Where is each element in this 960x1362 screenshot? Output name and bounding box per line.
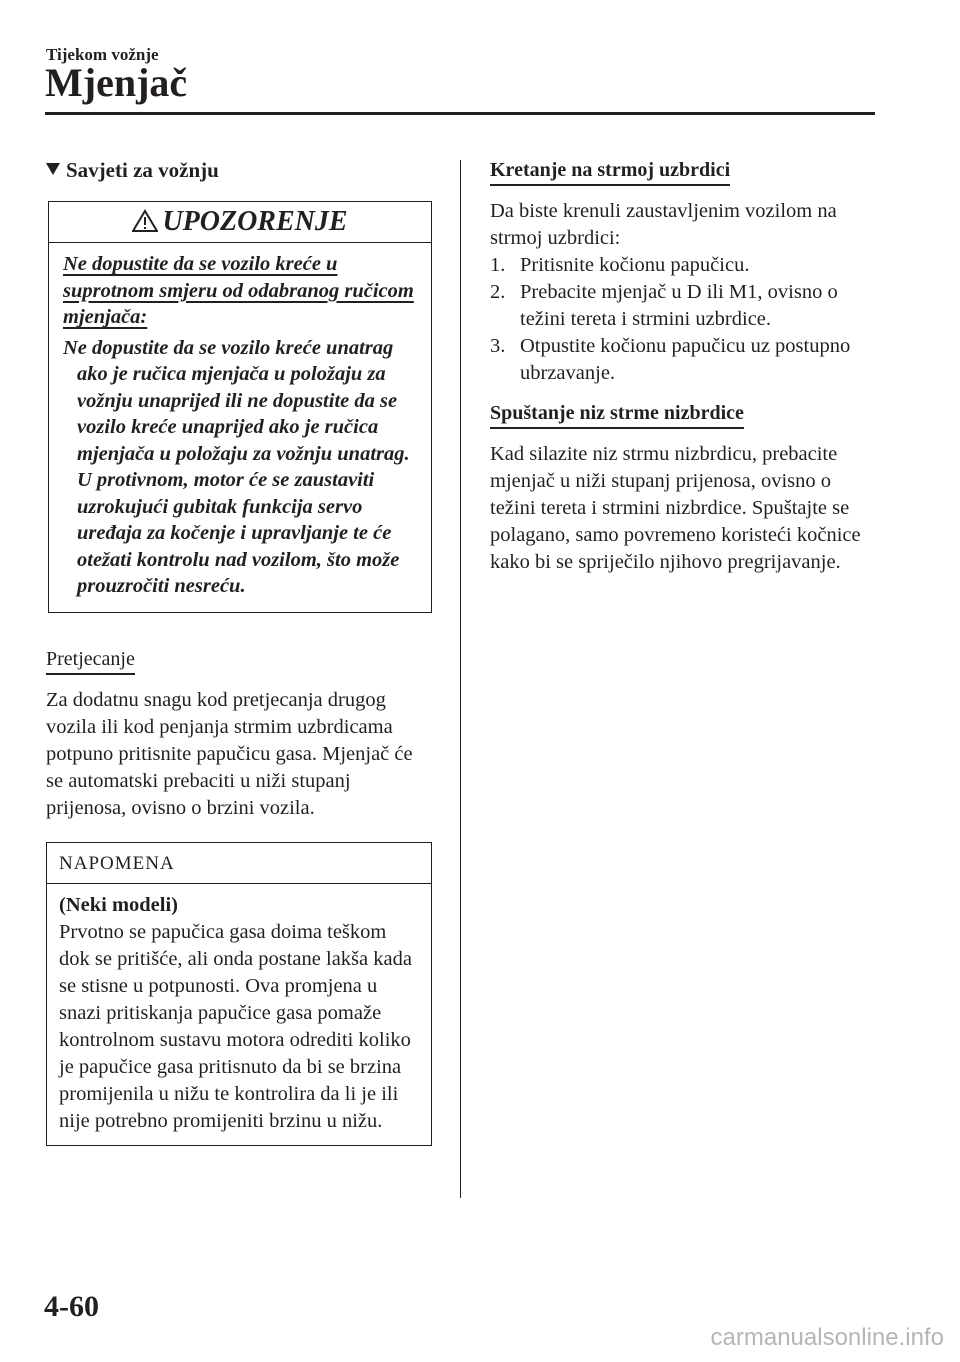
note-subheading: (Neki modeli) — [59, 893, 178, 916]
left-column — [46, 158, 432, 1146]
uphill-intro: Da biste krenuli zaustavljenim vozilom na strmoj uzbrdici: — [490, 200, 837, 249]
step-number: 2. — [490, 281, 506, 303]
warning-triangle-icon — [132, 209, 158, 233]
warning-text: Ne dopustite da se vozilo kreće unatrag ako je ručica mjenjača u položaju za vožnju unaprijed ili ne dopustite da se vozilo kreće unaprijed ako je ručica mjenjača u položaju za vožnju unatrag. U protivnom, motor će se zaustaviti uzrokujući gubitak funkcija servo uređaja za kočenje i upravljanje te će otežati kontrolu nad vozilom, što može prouzročiti nesreću. — [63, 336, 410, 597]
overtaking-heading: Pretjecanje — [46, 647, 135, 675]
list-item — [490, 333, 875, 387]
uphill-heading: Kretanje na strmoj uzbrdici — [490, 158, 730, 186]
warning-lead: Ne dopustite da se vozilo kreće u suprotnom smjeru od odabranog ručicom mjenjača: — [63, 253, 414, 328]
breadcrumb: Tijekom vožnje — [46, 45, 159, 64]
watermark: carmanualsonline.info — [710, 1324, 944, 1351]
step-number: 3. — [490, 335, 506, 357]
step-text: Otpustite kočionu papučicu uz postupno ubrzavanje. — [520, 335, 851, 384]
warning-box — [48, 201, 432, 613]
step-text: Prebacite mjenjač u D ili M1, ovisno o težini tereta i strmini uzbrdice. — [520, 281, 838, 330]
step-text: Pritisnite kočionu papučicu. — [520, 254, 750, 276]
note-body — [47, 884, 431, 1145]
warning-body — [49, 243, 431, 612]
downhill-heading: Spuštanje niz strme nizbrdice — [490, 401, 744, 429]
page-title: Mjenjač — [45, 60, 188, 105]
downhill-text: Kad silazite niz strmu nizbrdicu, prebacite mjenjač u niži stupanj prijenosa, ovisno o težini tereta i strmini nizbrdice. Spuštajte se polagano, samo povremeno koristeći kočnice kako bi se spriječilo njihovo pregrijavanje. — [490, 443, 861, 573]
list-item — [490, 279, 875, 333]
page-number: 4-60 — [44, 1290, 99, 1323]
note-text: Prvotno se papučica gasa doima teškom dok se pritišće, ali onda postane lakša kada se stisne u potpunosti. Ova promjena u snazi pritiskanja papučice gasa pomaže kontrolnom sustavu motora odrediti koliko je papučice gasa pritisnuto da bi se brzina promijenila u nižu te kontrolira da li je ili nije potrebno promijeniti brzinu u nižu. — [59, 920, 412, 1132]
right-column — [490, 158, 875, 576]
column-divider — [460, 160, 461, 1198]
section-title — [46, 158, 432, 183]
warning-title: UPOZORENJE — [162, 206, 348, 237]
section-title-text: Savjeti za vožnju — [66, 158, 219, 182]
title-rule — [45, 112, 875, 115]
step-number: 1. — [490, 254, 506, 276]
note-box — [46, 842, 432, 1146]
note-header: NAPOMENA — [47, 843, 431, 884]
triangle-down-icon — [46, 163, 60, 175]
warning-header — [49, 202, 431, 243]
list-item — [490, 252, 875, 279]
uphill-steps — [490, 252, 875, 387]
overtaking-text: Za dodatnu snagu kod pretjecanja drugog vozila ili kod penjanja strmim uzbrdicama potpuno pritisnite papučicu gasa. Mjenjač će se automatski prebaciti u niži stupanj prijenosa, ovisno o brzini vozila. — [46, 688, 413, 819]
